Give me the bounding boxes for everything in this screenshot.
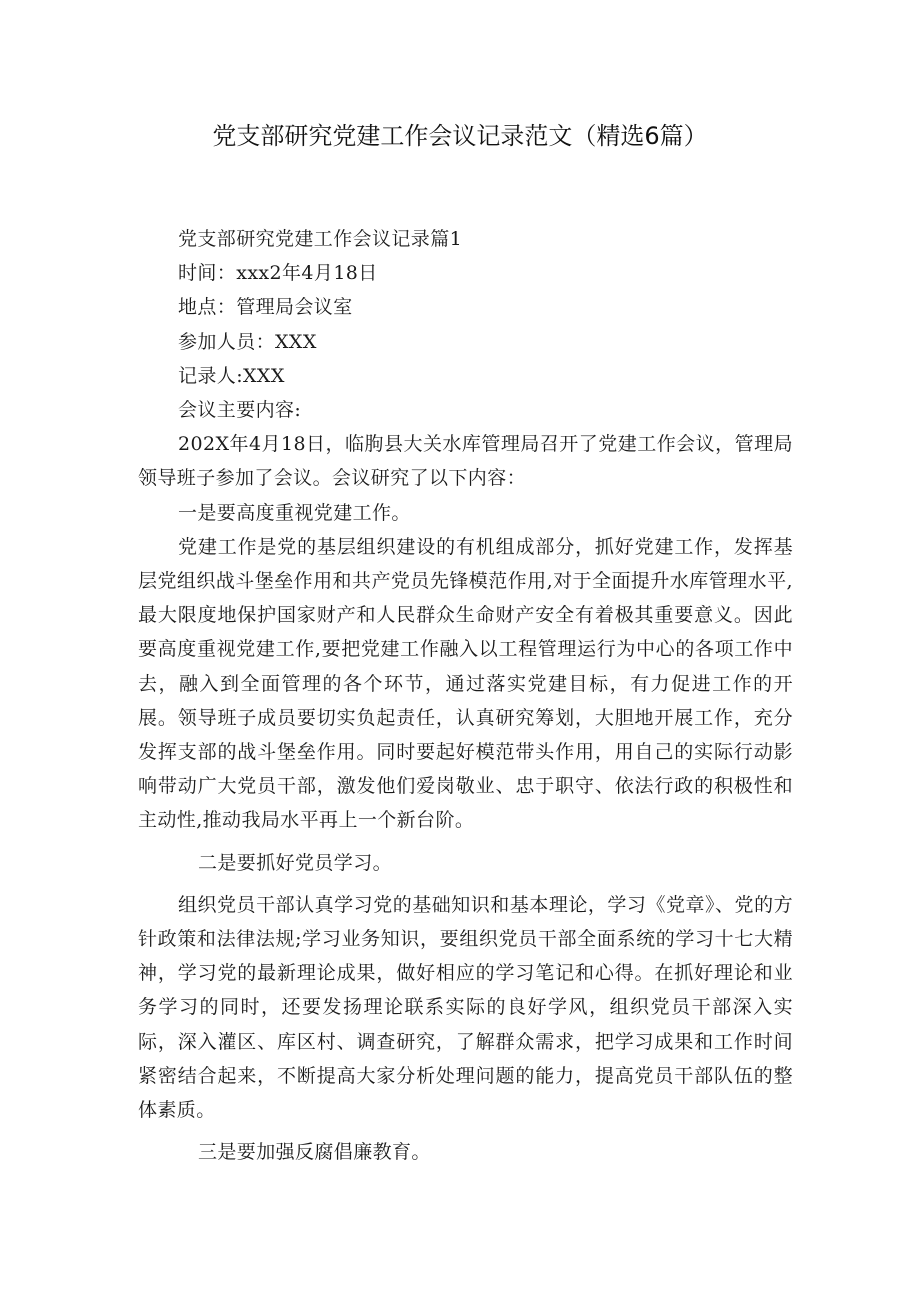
point-heading: 二是要抓好党员学习。 <box>198 851 393 874</box>
body-paragraph: 党建工作是党的基层组织建设的有机组成部分，抓好党建工作，发挥基层党组织战斗堡垒作用和共产党员先锋模范作用,对于全面提升水库管理水平,最大限度地保护国家财产和人民群众生命财产安全有着极其重要意义。因此要高度重视党建工作,要把党建工作融入以工程管理运行为中心的各项工作中去，融入到全面管理的各个环节，通过落实党建目标，有力促进工作的开展。领导班子成员要切实负起责任，认真研究筹划，大胆地开展工作，充分发挥支部的战斗堡垒作用。同时要起好模范带头作用，用自己的实际行动影响带动广大党员干部，激发他们爱岗敬业、忠于职守、依法行政的积极性和主动性,推动我局水平再上一个新台阶。 <box>138 535 793 832</box>
meeting-attendees: 参加人员：XXX <box>178 330 317 353</box>
meeting-content-label: 会议主要内容: <box>178 399 302 422</box>
meeting-time: 时间：xxx2年4月18日 <box>178 262 378 285</box>
point-heading: 三是要加强反腐倡廉教育。 <box>198 1141 431 1164</box>
meeting-recorder: 记录人:XXX <box>178 364 285 387</box>
meeting-location: 地点：管理局会议室 <box>178 296 353 319</box>
body-paragraph: 组织党员干部认真学习党的基础知识和基本理论，学习《党章》、党的方针政策和法律法规;学习业务知识，要组织党员干部全面系统的学习十七大精神，学习党的最新理论成果，做好相应的学习笔记和心得。在抓好理论和业务学习的同时，还要发扬理论联系实际的良好学风，组织党员干部深入实际，深入灌区、库区村、调查研究，了解群众需求，把学习成果和工作时间紧密结合起来，不断提高大家分析处理问题的能力，提高党员干部队伍的整体素质。 <box>138 893 793 1122</box>
document-title: 党支部研究党建工作会议记录范文（精选6篇） <box>212 122 708 150</box>
document-body <box>138 222 793 1169</box>
point-heading: 一是要高度重视党建工作。 <box>178 501 411 524</box>
section-heading: 党支部研究党建工作会议记录篇1 <box>178 228 463 250</box>
body-paragraph: 202X年4月18日，临朐县大关水库管理局召开了党建工作会议，管理局领导班子参加了会议。会议研究了以下内容： <box>138 433 793 490</box>
